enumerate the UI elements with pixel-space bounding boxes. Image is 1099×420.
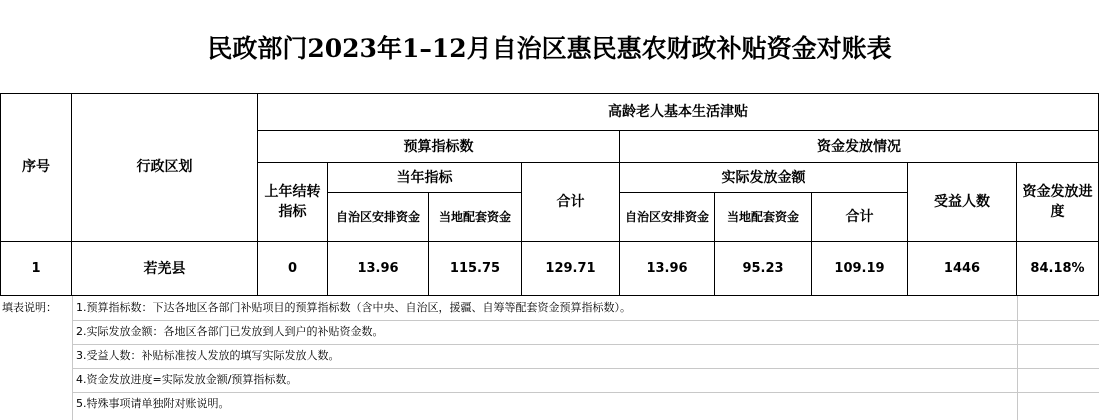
notes-label: 填表说明：	[2, 301, 57, 314]
header-auto-region: 自治区安排资金	[328, 193, 429, 242]
note-row-1	[0, 296, 1099, 320]
note-item: 5.特殊事项请单独附对账说明。	[76, 397, 230, 410]
header-actual: 实际发放金额	[620, 163, 908, 193]
row-prev-year: 0	[258, 242, 328, 296]
row-auto-region: 13.96	[328, 242, 429, 296]
row-actual-auto: 13.96	[620, 242, 715, 296]
row-local: 115.75	[429, 242, 522, 296]
header-beneficiaries: 受益人数	[908, 163, 1017, 242]
note-item: 4.资金发放进度=实际发放金额/预算指标数。	[76, 373, 298, 386]
note-row-2	[0, 320, 1099, 344]
row-region: 若羌县	[72, 242, 258, 296]
row-total: 129.71	[522, 242, 620, 296]
header-actual-total: 合计	[812, 193, 908, 242]
row-beneficiaries: 1446	[908, 242, 1017, 296]
row-actual-total: 109.19	[812, 242, 908, 296]
header-actual-auto: 自治区安排资金	[620, 193, 715, 242]
header-total: 合计	[522, 163, 620, 242]
header-subsidy: 高龄老人基本生活津贴	[258, 93, 1099, 131]
header-seq: 序号	[0, 93, 72, 242]
row-seq: 1	[0, 242, 72, 296]
header-local: 当地配套资金	[429, 193, 522, 242]
note-item: 2.实际发放金额：各地区各部门已发放到人到户的补贴资金数。	[76, 325, 384, 338]
header-progress: 资金发放进度	[1017, 163, 1099, 242]
row-actual-local: 95.23	[715, 242, 812, 296]
page-title: 民政部门2023年1–12月自治区惠民惠农财政补贴资金对账表	[0, 0, 1099, 94]
note-item: 3.受益人数：补贴标准按人发放的填写实际发放人数。	[76, 349, 340, 362]
header-prev-year: 上年结转指标	[258, 163, 328, 242]
header-budget: 预算指标数	[258, 131, 620, 163]
note-item: 1.预算指标数：下达各地区各部门补贴项目的预算指标数（含中央、自治区，援疆、自筹等配套资金预算指标数）。	[76, 301, 631, 314]
header-actual-local: 当地配套资金	[715, 193, 812, 242]
row-progress: 84.18%	[1017, 242, 1099, 296]
header-funds: 资金发放情况	[620, 131, 1099, 163]
note-row-3	[0, 344, 1099, 368]
header-region: 行政区划	[72, 93, 258, 242]
note-row-4	[0, 368, 1099, 392]
note-row-5	[0, 392, 1099, 416]
header-current-year: 当年指标	[328, 163, 522, 193]
